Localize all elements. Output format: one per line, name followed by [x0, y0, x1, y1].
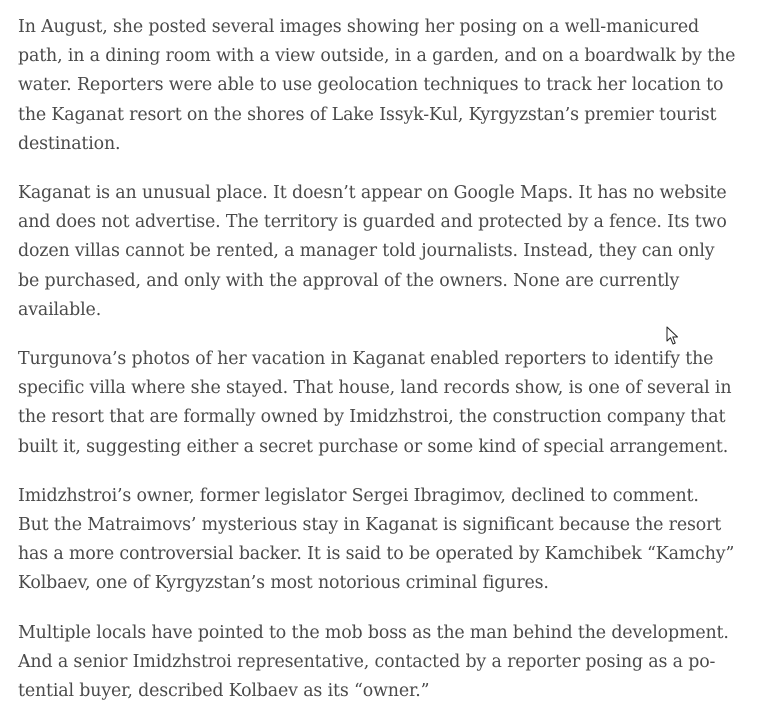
text-line: the Kaganat resort on the shores of Lake Issyk-Kul, Kyrgyzstan’s premier tourist	[18, 104, 717, 125]
text-line: path, in a dining room with a view outside, in a garden, and on a boardwalk by the	[18, 46, 736, 67]
text-line: Turgunova’s photos of her vacation in Kaganat enabled reporters to identify the	[18, 349, 714, 370]
article-paragraph-2	[18, 179, 733, 325]
text-line: specific villa where she stayed. That house, land records show, is one of several in	[18, 378, 732, 399]
text-line: water. Reporters were able to use geolocation techniques to track her location to	[18, 75, 724, 96]
article-paragraph-4	[18, 482, 733, 599]
text-line: Kaganat is an unusual place. It doesn’t appear on Google Maps. It has no website	[18, 183, 727, 204]
text-line: be purchased, and only with the approval of the owners. None are currently	[18, 270, 680, 291]
text-line: the resort that are formally owned by Imidzhstroi, the construction company that	[18, 407, 726, 428]
article-body	[18, 13, 736, 726]
text-line: And a senior Imidzhstroi representative, contacted by a reporter posing as a po-	[18, 651, 716, 672]
text-line: In August, she posted several images showing her posing on a well-manicured	[18, 17, 699, 37]
text-line: Imidzhstroi’s owner, former legislator Sergei Ibragimov, declined to comment.	[18, 485, 699, 506]
text-line: has a more controversial backer. It is said to be operated by Kamchibek “Kamchy”	[18, 544, 735, 565]
article-paragraph-5	[18, 619, 733, 707]
text-line: Multiple locals have pointed to the mob boss as the man behind the development.	[18, 622, 729, 643]
text-line: tential buyer, described Kolbaev as its “owner.”	[18, 681, 430, 702]
text-line: and does not advertise. The territory is guarded and protected by a fence. Its two	[18, 212, 727, 233]
text-line: built it, suggesting either a secret purchase or some kind of special arrangement.	[18, 436, 729, 457]
article-paragraph-1	[18, 13, 736, 159]
text-line: dozen villas cannot be rented, a manager told journalists. Instead, they can only	[18, 241, 715, 262]
text-line: But the Matraimovs’ mysterious stay in Kaganat is significant because the resort	[18, 515, 722, 536]
mouse-pointer-icon	[666, 326, 680, 346]
text-line: available.	[18, 299, 102, 320]
text-line: Kolbaev, one of Kyrgyzstan’s most notorious criminal figures.	[18, 573, 549, 594]
text-line: destination.	[18, 133, 121, 154]
article-paragraph-3	[18, 345, 733, 462]
